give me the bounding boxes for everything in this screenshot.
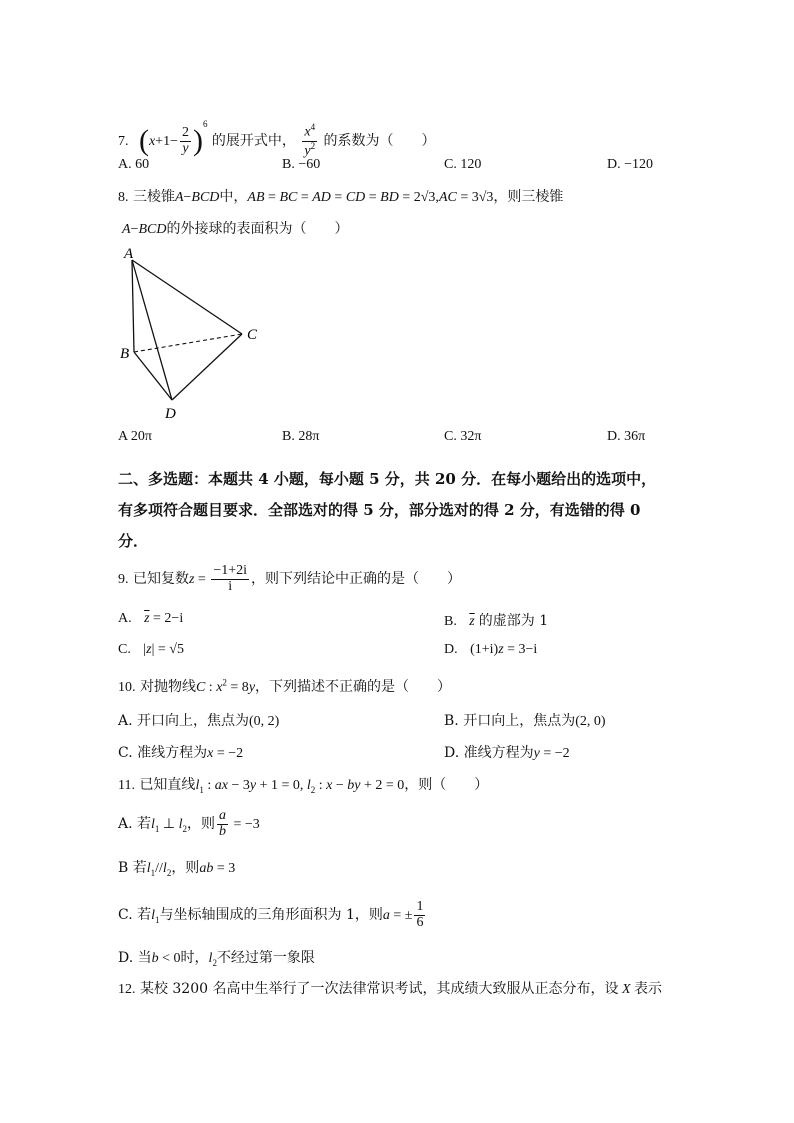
q10-option-a-text: A. 开口向上，焦点为 — [118, 713, 250, 729]
q8-condition: AB = BC = AD = CD = BD = 2√3,AC = 3√3 — [247, 190, 494, 205]
q10-stem-text-b: ，下列描述不正确的是（ ） — [255, 679, 452, 695]
q9-option-c: C. |z| = √5 — [118, 642, 184, 657]
q8-stem-text-b: 中， — [219, 189, 248, 205]
edge-bd — [134, 352, 172, 400]
edge-ad — [132, 260, 172, 400]
q8-stem-text-a: 三棱锥 — [132, 189, 175, 205]
q10-stem: 10. 对抛物线C : $x^2 = 8y$，下列描述不正确的是（ ） — [118, 677, 452, 695]
section2-line1: 二、多选题：本题共 4 小题，每小题 5 分，共 20 分．在每小题给出的选项中， — [118, 470, 657, 488]
q11-option-a-text2: ，则 — [187, 816, 215, 832]
q9-number: 9. — [118, 572, 129, 587]
q7-option-b: B. −60 — [282, 157, 321, 172]
q9-option-d: D. (1+i)z = 3−i — [444, 642, 538, 657]
q9-option-a-label: A. — [118, 611, 132, 626]
q9-fraction: $\frac{-1+2i}{i}$ — [213, 562, 247, 594]
q7-stem — [118, 104, 436, 159]
q7-option-d: D. −120 — [607, 157, 654, 172]
q7-option-a: A. 60 — [118, 157, 150, 172]
q10-option-c: C. 准线方程为x = −2 — [118, 745, 244, 761]
q11-option-c-text2: 与坐标轴围成的三角形面积为 1，则 — [159, 907, 383, 923]
q11-number: 11. — [118, 778, 135, 793]
edge-ab — [132, 260, 134, 352]
q11-stem-text-a: 已知直线 — [139, 777, 196, 793]
q9-option-b: B. $\overline{z}$ 的虚部为 1 — [444, 613, 549, 629]
q9-stem-text-b: ，则下列结论中正确的是（ ） — [251, 571, 461, 587]
q10-option-a: A. 开口向上，焦点为(0, 2) — [118, 713, 280, 729]
q11-option-a-text: A. 若 — [118, 816, 152, 832]
q8-stem-text-c: ，则三棱锥 — [493, 189, 564, 205]
q12-stem-text-end: 表示 — [634, 981, 663, 997]
q8-option-d: D. 36π — [607, 429, 646, 444]
q11-option-b-text: B 若 — [118, 860, 147, 876]
q9-stem: 9. 已知复数z = $\frac{-1+2i}{i}$ ，则下列结论中正确的是（ ） — [118, 562, 461, 594]
label-a: A — [124, 246, 134, 262]
q10-number: 10. — [118, 680, 136, 695]
q9-stem-text-a: 已知复数 — [132, 571, 189, 587]
q8-tetrahedron-figure — [110, 242, 270, 424]
q9-option-c-label: C. — [118, 642, 131, 657]
section2-line2: 有多项符合题目要求．全部选对的得 5 分，部分选对的得 2 分，有选错的得 0 — [118, 501, 641, 519]
q8-stem-line2: A−BCD的外接球的表面积为（ ） — [122, 221, 349, 237]
q9-option-d-label: D. — [444, 642, 458, 657]
q7-stem-text-a: 的展开式中， — [211, 133, 296, 149]
q11-option-c: C. 若$l_1$与坐标轴围成的三角形面积为 1，则a = ± $\frac{1}{6}$ — [118, 898, 424, 930]
q11-option-b: B 若$l_1//l_2$，则ab = 3 — [118, 860, 236, 878]
label-d: D — [165, 406, 176, 422]
q11-option-c-text: C. 若 — [118, 907, 152, 923]
q10-option-c-text: C. 准线方程为 — [118, 745, 208, 761]
q9-option-a: A. $\overline{z} = 2-i$ — [118, 611, 184, 626]
label-c: C — [247, 327, 258, 343]
q9-option-b-label: B. — [444, 614, 457, 629]
q10-option-b-text: B. 开口向上，焦点为 — [444, 713, 576, 729]
q7-term: $\frac{x^4}{y^2}$ — [304, 122, 316, 159]
q12-stem: 12. 某校 3200 名高中生举行了一次法律常识考试，其成绩大致服从正态分布，设 X 表示 — [118, 981, 663, 997]
q10-option-b: B. 开口向上，焦点为(2, 0) — [444, 713, 606, 729]
q11-option-d-text2: 时， — [180, 950, 209, 966]
q10-stem-text-a: 对抛物线 — [139, 679, 196, 695]
q12-number: 12. — [118, 982, 136, 997]
q7-expression: (x+1− $\frac{2}{y}$ )$^6$ — [138, 119, 208, 157]
q9-option-b-text: 的虚部为 1 — [478, 613, 549, 629]
q10-option-d: D. 准线方程为y = −2 — [444, 745, 570, 761]
q7-option-c: C. 120 — [444, 157, 482, 172]
q8-stem-text-d: 的外接球的表面积为（ ） — [166, 221, 349, 237]
q8-stem-line1: 8. 三棱锥A−BCD中，AB = BC = AD = CD = BD = 2√3,AC = 3√3，则三棱锥 — [118, 189, 564, 205]
label-b: B — [120, 346, 130, 362]
q11-option-d-text3: 不经过第一象限 — [216, 950, 315, 966]
q8-number: 8. — [118, 190, 129, 205]
section2-line3: 分． — [118, 532, 149, 550]
q7-number: 7. — [118, 134, 129, 149]
q12-stem-text: 某校 3200 名高中生举行了一次法律常识考试，其成绩大致服从正态分布，设 — [139, 981, 619, 997]
q7-stem-text-b: 的系数为（ ） — [323, 133, 436, 149]
q8-option-a: A 20π — [118, 429, 152, 444]
q11-option-a: A. 若$l_1$ ⊥ $l_2$，则 $\frac{a}{b}$ = −3 — [118, 807, 260, 839]
q10-option-d-text: D. 准线方程为 — [444, 745, 534, 761]
q11-option-d: D. 当b < 0时，$l_2$不经过第一象限 — [118, 950, 315, 968]
edge-ac — [132, 260, 242, 334]
q11-stem-text-b: ，则（ ） — [404, 777, 489, 793]
q8-option-c: C. 32π — [444, 429, 482, 444]
q11-option-d-text: D. 当 — [118, 950, 152, 966]
q11-stem: 11. 已知直线$l_1$ : ax − 3y + 1 = 0, $l_2$ : x − by + 2 = 0，则（ ） — [118, 777, 489, 795]
q8-option-b: B. 28π — [282, 429, 320, 444]
q11-option-b-text2: ，则 — [171, 860, 200, 876]
